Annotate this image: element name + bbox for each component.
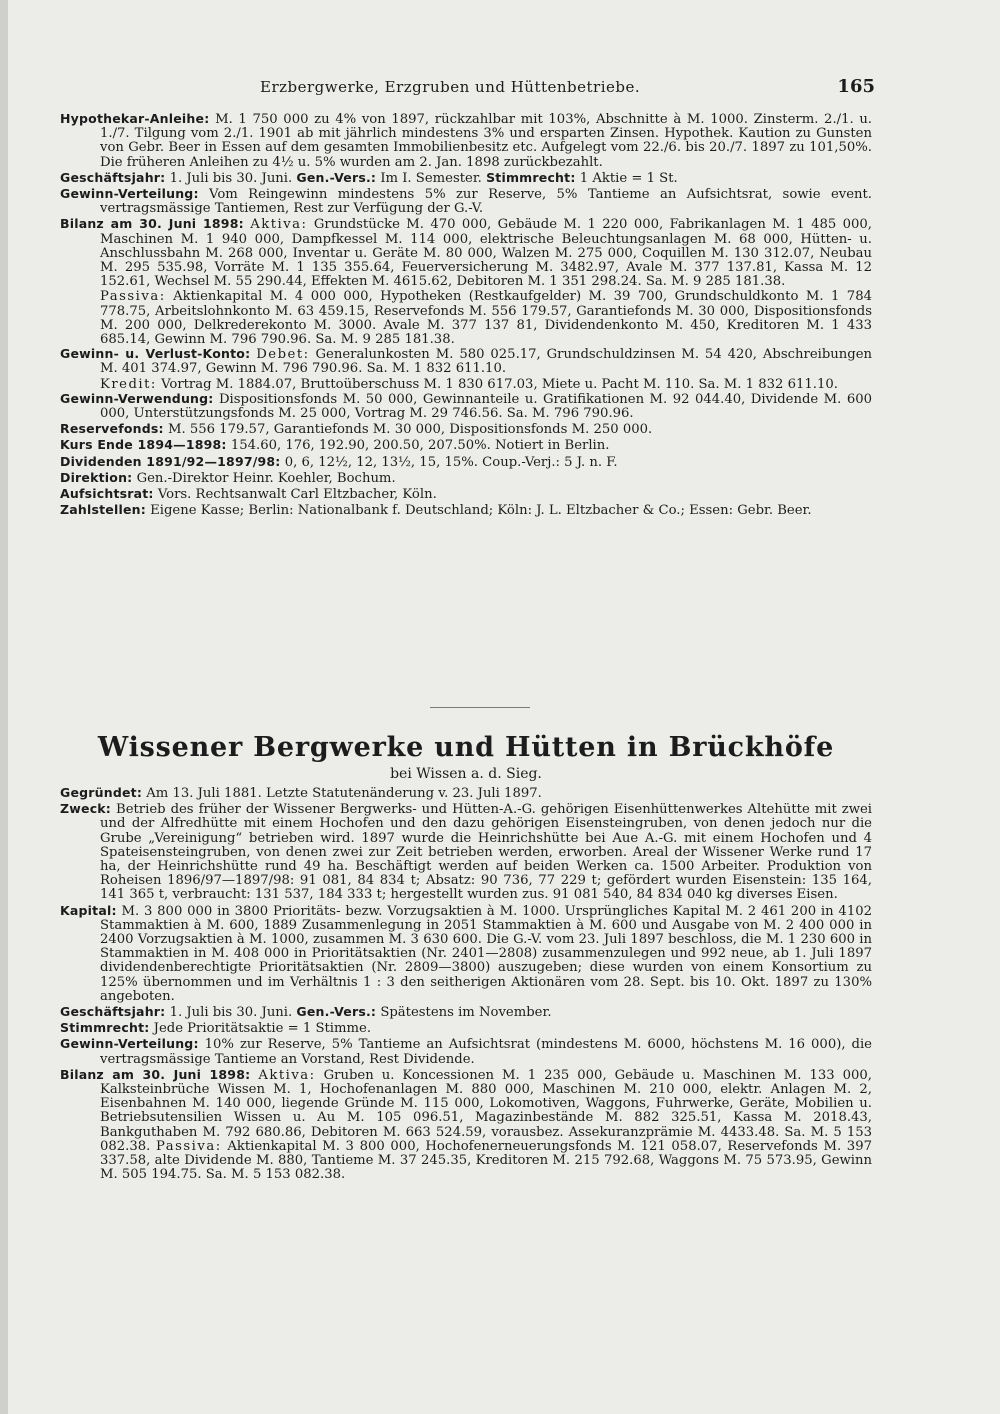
direktion-label: Direktion: [60,469,133,485]
geschaeftsjahr-text: 1. Juli bis 30. Juni. [169,170,293,186]
gen-vers-text: Im I. Semester. [380,170,482,186]
gegruendet-label: Gegründet: [60,785,143,800]
guv-kredit-text: Vortrag M. 1884.07, Bruttoüberschuss M. 1 830 617.03, Miete u. Pacht M. 110. Sa. M. 1 832 611.10. [161,376,838,392]
hypothekar-anleihe-label: Hypothekar-Anleihe: [60,111,210,126]
zahlstellen-entry [60,503,872,518]
bilanz-passiva-entry [60,290,872,347]
guv-kredit-entry [60,378,872,392]
stimmrecht2-text: Jede Prioritätsaktie = 1 Stimme. [153,1021,372,1037]
page-edge-shadow [0,0,8,1414]
bilanz-passiva-label: Passiva: [100,289,166,305]
bilanz-aktiva-text: Grundstücke M. 470 000, Gebäude M. 1 220 000, Fabrikanlagen M. 1 485 000, Maschinen M. 1 940 000, Dampfkessel M. 114 000, elektrische Beleuchtungsanlagen M. 68 000, Hütten- u. Anschlussbahn M. 268 000, Inventar u. Geräte M. 80 000, Walzen M. 275 000, Coquillen M. 130 312.07, Neubau M. 295 535.98, Vorräte M. 1 135 355.64, Feuerversicherung M. 3482.97, Avale M. 377 137.81, Kassa M. 12 152.61, Wechsel M. 55 290.44, Effekten M. 4615.62, Debitoren M. 1 351 298.24. Sa. M. 9 285 181.38. [100,217,872,290]
guv-debet-text: Generalunkosten M. 580 025.17, Grundschuldzinsen M. 54 420, Abschreibungen M. 401 374.97, Gewinn M. 796 790.96. Sa. M. 1 832 611.10. [100,347,873,377]
kurs-label: Kurs Ende 1894—1898: [60,437,227,453]
bilanz-aktiva-label: Aktiva: [250,217,308,233]
previous-company-section [60,112,872,519]
gewinn-verteilung2-entry [60,1037,872,1066]
gewinn-verlust-label: Gewinn- u. Verlust-Konto: [60,346,251,362]
dividenden-entry [60,455,872,470]
aufsichtsrat-entry [60,487,872,502]
stimmrecht-label: Stimmrecht: [486,169,576,185]
zahlstellen-label: Zahlstellen: [60,502,146,518]
bilanz2-aktiva-label: Aktiva: [258,1067,316,1083]
dividenden-text: 0, 6, 12½, 12, 13½, 15, 15%. Coup.-Verj.: 5 J. n. F. [284,454,618,470]
company-subtitle: bei Wissen a. d. Sieg. [390,766,542,782]
stimmrecht-text: 1 Aktie = 1 St. [579,170,678,186]
zahlstellen-text: Eigene Kasse; Berlin: Nationalbank f. Deutschland; Köln: J. L. Eltzbacher & Co.; Essen: Gebr. Beer. [150,503,812,519]
bilanz-passiva-text: Aktienkapital M. 4 000 000, Hypotheken (Restkaufgelder) M. 39 700, Grundschuldkonto M. 1 784 778.75, Arbeitslohnkonto M. 63 459.15, Reservefonds M. 556 179.57, Garantiefonds M. 30 000, Dispositionsfonds M. 200 000, Delkrederekonto M. 3000. Avale M. 377 137 81, Dividendenkonto M. 450, Kreditoren M. 1 433 685.14, Gewinn M. 796 790.96. Sa. M. 9 285 181.38. [100,289,872,348]
kapital-text: M. 3 800 000 in 3800 Prioritäts- bezw. Vorzugsaktien à M. 1000. Ursprüngliches Kapital M. 2 461 200 in 4102 Stammaktien à M. 600, 1889 Zusammenlegung in 2051 Stammaktien à M. 600 und Ausgabe von M. 2 400 000 in 2400 Vorzugsaktien à M. 1000, zusammen M. 3 630 600. Die G.-V. vom 23. Juli 1897 beschloss, die M. 1 230 600 in Stammaktien in M. 408 000 in Prioritätsaktien (Nr. 2401—2808) zusammenzulegen und 992 neue, ab 1. Juli 1897 dividendenberechtigte Prioritätsaktien (Nr. 2809—3800) auszugeben; diese wurden von einem Konsortium zu 125% übernommen und im Verhältnis 1 : 3 den seitherigen Aktionären vom 28. Sept. bis 10. Okt. 1897 zu 130% angeboten. [100,903,872,1004]
kapital-entry [60,904,872,1004]
kurs-text: 154.60, 176, 192.90, 200.50, 207.50%. Notiert in Berlin. [230,438,610,454]
gegruendet-text: Am 13. Juli 1881. Letzte Statutenänderung v. 23. Juli 1897. [146,786,542,801]
gewinn-verteilung-entry [60,187,872,216]
direktion-entry [60,471,872,486]
section-divider [430,707,530,708]
gen-vers-label: Gen.-Vers.: [296,169,377,185]
kapital-label: Kapital: [60,902,117,918]
gewinn-verteilung-label: Gewinn-Verteilung: [60,186,199,202]
hypothekar-anleihe-text: M. 1 750 000 zu 4% von 1897, rückzahlbar mit 103%, Abschnitte à M. 1000. Zinsterm. 2./1. u. 1./7. Tilgung vom 2./1. 1901 ab mit jährlich mindestens 3% und ersparten Zinsen. Hypothek. Kaution zu Gunsten von Gebr. Beer in Essen auf dem gesamten Immobilienbesitz etc. Aufgelegt vom 22./6. bis 20./7. 1897 zu 101,50%. Die früheren Anleihen zu 4½ u. 5% wurden am 2. Jan. 1898 zurückbezahlt. [100,112,872,170]
aufsichtsrat-label: Aufsichtsrat: [60,486,154,502]
geschaeftsjahr2-label: Geschäftsjahr: [60,1004,166,1020]
bilanz2-passiva-text: Aktienkapital M. 3 800 000, Hochofenerneuerungsfonds M. 121 058.07, Reservefonds M. 397 337.58, alte Dividende M. 880, Tantieme M. 37 245.35, Kreditoren M. 215 792.68, Waggons M. 75 573.95, Gewinn M. 505 194.75. Sa. M. 5 153 082.38. [100,1138,872,1183]
geschaeftsjahr-label: Geschäftsjahr: [60,169,166,185]
direktion-text: Gen.-Direktor Heinr. Koehler, Bochum. [136,470,396,486]
geschaeftsjahr2-entry [60,1005,872,1020]
gewinn-verwendung-label: Gewinn-Verwendung: [60,390,214,406]
bilanz2-label: Bilanz am 30. Juni 1898: [60,1066,251,1082]
aufsichtsrat-text: Vors. Rechtsanwalt Carl Eltzbacher, Köln. [157,487,437,503]
gewinn-verteilung-text: Vom Reingewinn mindestens 5% zur Reserve, 5% Tantieme an Aufsichtsrat, sowie event. vertragsmässige Tantiemen, Rest zur Verfügung der G.-V. [100,187,872,217]
guv-kredit-label: Kredit: [100,376,157,392]
geschaeftsjahr-entry [60,171,872,186]
reservefonds-label: Reservefonds: [60,421,164,437]
stimmrecht2-label: Stimmrecht: [60,1020,150,1036]
geschaeftsjahr2-text: 1. Juli bis 30. Juni. [169,1005,293,1021]
gewinn-verwendung-entry [60,392,872,421]
reservefonds-entry [60,422,872,437]
running-head: Erzbergwerke, Erzgruben und Hüttenbetriebe. [260,78,641,96]
zweck-entry [60,802,872,902]
gen-vers2-label: Gen.-Vers.: [296,1004,377,1020]
bilanz-label: Bilanz am 30. Juni 1898: [60,216,244,232]
wissener-company-section [60,786,872,1183]
hypothekar-anleihe-entry [60,112,872,170]
zweck-text: Betrieb des früher der Wissener Bergwerks- und Hütten-A.-G. gehörigen Eisenhüttenwerkes Altehütte mit zwei und der Alfredhütte mit einem Hochofen und den dazu gehörigen Eisensteingruben, von denen jedoch nur die Grube „Vereinigung“ betrieben wird. 1897 wurde die Heinrichshütte bei Aue A.-G. mit einem Hochofen und 4 Spateisensteingruben, von denen zwei zur Zeit betrieben werden, erworben. Areal der Wissener Werke rund 17 ha, der Heinrichshütte rund 49 ha. Beschäftigt werden auf beiden Werken ca. 1500 Arbeiter. Produktion von Roheisen 1896/97—1897/98: 91 081, 84 834 t; Absatz: 90 736, 77 229 t; gefördert wurden Eisenstein: 135 164, 141 365 t, verbraucht: 131 537, 184 333 t; hergestellt wurden zus. 91 081 540, 84 834 040 kg diverses Eisen. [100,802,873,903]
zweck-label: Zweck: [60,801,112,817]
reservefonds-text: M. 556 179.57, Garantiefonds M. 30 000, Dispositionsfonds M. 250 000. [167,422,653,438]
gewinn-verlust-entry [60,347,872,376]
dividenden-label: Dividenden 1891/92—1897/98: [60,453,281,469]
bilanz2-aktiva-text: Gruben u. Koncessionen M. 1 235 000, Gebäude u. Maschinen M. 133 000, Kalksteinbrüche Wissen M. 1, Hochofenanlagen M. 880 000, Maschinen M. 210 000, elektr. Anlagen M. 2, Eisenbahnen M. 140 000, liegende Gründe M. 115 000, Lokomotiven, Waggons, Fuhrwerke, Geräte, Mobilien u. Betriebsutensilien Wissen u. Au M. 105 096.51, Magazinbestände M. 882 325.51, Kassa M. 2018.43, Bankguthaben M. 792 680.86, Debitoren M. 663 524.59, vorausbez. Assekuranzprämie M. 4433.48. Sa. M. 5 153 082.38. [100,1067,872,1154]
guv-debet-label: Debet: [256,347,310,363]
stimmrecht2-entry [60,1021,872,1036]
page-header [60,76,875,104]
company-title: Wissener Bergwerke und Hütten in Brückhöfe [97,732,835,763]
gegruendet-entry [60,786,872,801]
gewinn-verwendung-text: Dispositionsfonds M. 50 000, Gewinnanteile u. Gratifikationen M. 92 044.40, Dividende M. 600 000, Unterstützungsfonds M. 25 000, Vortrag M. 29 746.56. Sa. M. 796 790.96. [100,391,872,422]
gewinn-verteilung2-label: Gewinn-Verteilung: [60,1036,199,1052]
page-number: 165 [837,76,875,97]
bilanz-entry [60,217,872,289]
gewinn-verteilung2-text: 10% zur Reserve, 5% Tantieme an Aufsichtsrat (mindestens M. 6000, höchstens M. 16 000), die vertragsmässige Tantieme an Vorstand, Rest Dividende. [100,1037,872,1067]
gen-vers2-text: Spätestens im November. [380,1005,552,1021]
bilanz2-passiva-label: Passiva: [156,1138,222,1154]
kurs-entry [60,438,872,453]
bilanz2-entry [60,1068,872,1183]
